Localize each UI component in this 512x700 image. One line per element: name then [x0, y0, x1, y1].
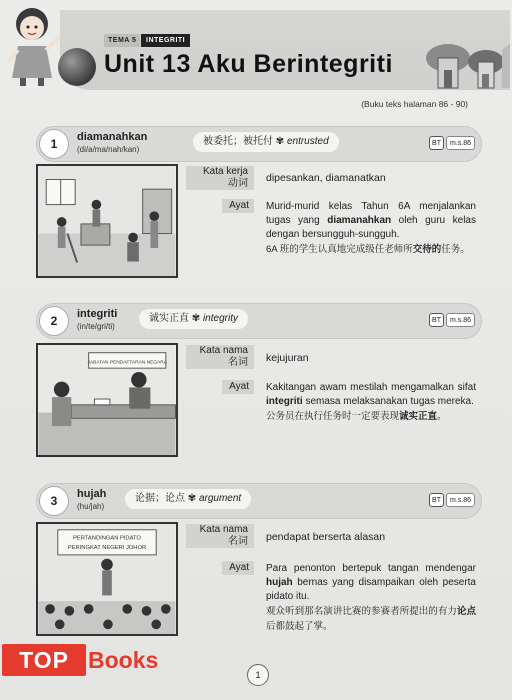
- word-class-label: [186, 166, 254, 190]
- entry-1-picture: [36, 164, 178, 278]
- word-class-label: [186, 345, 254, 369]
- logo-books: Books: [88, 647, 159, 673]
- theme-name-tag: INTEGRITI: [141, 34, 190, 47]
- sentence-part: Murid-murid kelas Tahun 6A menjalankan tugas yang: [266, 201, 476, 226]
- translation-zh: 论据；论点: [135, 493, 185, 504]
- bt-tag: BT: [429, 136, 444, 150]
- word-class: Kata nama: [199, 524, 248, 535]
- page-number: 1: [247, 664, 269, 686]
- topbooks-logo: [2, 640, 192, 684]
- sentence-keyword: diamanahkan: [327, 215, 392, 226]
- entry-2-picture: [36, 343, 178, 457]
- sentence-zh-part: 。: [437, 411, 447, 422]
- example-sentence: [266, 381, 476, 424]
- bt-page: m.s.86: [446, 313, 475, 327]
- sentence-zh-part: 公务员在执行任务时一定要表现: [266, 411, 400, 422]
- entry-translation: [193, 132, 339, 152]
- sentence-zh: [266, 604, 476, 634]
- mushroom-houses-illustration: [418, 40, 510, 92]
- translation-en: argument: [198, 493, 242, 504]
- word-class-label: [186, 524, 254, 548]
- sentence-part: oleh guru kelas dengan bersungguh-sungguh.: [266, 215, 476, 240]
- sentence-zh-part: 6A 班的学生认真地完成级任老师所: [266, 244, 413, 255]
- sentence-part: Para penonton bertepuk tangan mendengar: [266, 563, 476, 574]
- entry-number: 1: [39, 129, 69, 159]
- translation-en: integrity: [202, 313, 238, 324]
- entry-meaning: dipesankan, diamanatkan: [266, 172, 386, 184]
- translation-en: entrusted: [286, 136, 329, 147]
- textbook-page-badge: [429, 493, 475, 507]
- translation-zh: 诚实正直: [149, 313, 189, 324]
- sentence-part: semasa melaksanakan tugas mereka.: [302, 396, 474, 407]
- textbook-reference: (Buku teks halaman 86 - 90): [361, 99, 468, 109]
- bt-tag: BT: [429, 313, 444, 327]
- entry-number: 3: [39, 486, 69, 516]
- entry-2-header: [36, 303, 482, 339]
- sentence-zh-part: 任务。: [441, 244, 470, 255]
- office-sign-text: JABATAN PENDAFTARAN NEGARA: [87, 360, 167, 366]
- classroom-cleaning-illustration: [38, 166, 176, 276]
- word-class-zh: 动词: [228, 178, 248, 189]
- speech-contest-illustration: [38, 524, 176, 634]
- page-title: Unit 13 Aku Berintegriti: [104, 50, 393, 78]
- girl-mascot-illustration: [2, 2, 66, 88]
- gear-icon: ✾: [191, 313, 203, 324]
- banner-line-2: PERINGKAT NEGERI JOHOR: [67, 545, 147, 552]
- theme-number-tag: TEMA 5: [104, 34, 140, 47]
- bt-tag: BT: [429, 493, 444, 507]
- gear-icon: ✾: [275, 136, 287, 147]
- entry-word: integriti: [77, 308, 118, 320]
- entry-word: hujah: [77, 488, 107, 500]
- entry-syllables: (di/a/ma/nah/kan): [77, 145, 140, 154]
- entry-meaning: pendapat berserta alasan: [266, 531, 386, 543]
- entry-1-header: [36, 126, 482, 162]
- entry-syllables: (hu/jah): [77, 502, 105, 511]
- word-class: Kata kerja: [202, 166, 248, 177]
- sentence-zh-keyword: 交待的: [412, 244, 442, 255]
- sentence-part: Kakitangan awam mestilah mengamalkan sifat: [266, 382, 476, 393]
- word-class: Kata nama: [199, 345, 248, 356]
- entry-number: 2: [39, 306, 69, 336]
- entry-meaning: kejujuran: [266, 352, 309, 364]
- sentence-zh-keyword: 论点: [456, 606, 476, 617]
- word-class-zh: 名词: [228, 357, 248, 368]
- sentence-part: bernas yang disampaikan oleh peserta pidato itu.: [266, 577, 476, 602]
- sentence-label: Ayat: [222, 380, 254, 394]
- example-sentence: [266, 200, 476, 257]
- sentence-label: Ayat: [222, 561, 254, 575]
- globe-icon: [58, 48, 96, 86]
- sentence-zh-part: 后都鼓起了掌。: [266, 621, 333, 632]
- page-header: [0, 0, 512, 109]
- textbook-page-badge: [429, 136, 475, 150]
- entry-translation: [139, 309, 248, 329]
- bt-page: m.s.86: [446, 136, 475, 150]
- sentence-zh: [266, 409, 476, 424]
- entry-word: diamanahkan: [77, 131, 148, 143]
- sentence-zh-keyword: 诚实正直: [399, 411, 438, 422]
- entry-3-picture: [36, 522, 178, 636]
- banner-line-1: PERTANDINGAN PIDATO: [73, 535, 141, 542]
- government-office-illustration: [38, 345, 176, 455]
- entry-syllables: (in/te/gri/ti): [77, 322, 115, 331]
- example-sentence: [266, 562, 476, 634]
- sentence-keyword: hujah: [266, 577, 293, 588]
- sentence-zh: [266, 242, 476, 257]
- entry-3-header: [36, 483, 482, 519]
- gear-icon: ✾: [187, 493, 199, 504]
- logo-top: TOP: [2, 644, 86, 676]
- word-class-zh: 名词: [228, 536, 248, 547]
- bt-page: m.s.86: [446, 493, 475, 507]
- sentence-keyword: integriti: [266, 396, 303, 407]
- entry-translation: [125, 489, 251, 509]
- textbook-page-badge: [429, 313, 475, 327]
- sentence-label: Ayat: [222, 199, 254, 213]
- sentence-zh-part: 观众听到那名演讲比赛的参赛者所提出的有力: [266, 606, 457, 617]
- translation-zh: 被委托；被托付: [203, 136, 273, 147]
